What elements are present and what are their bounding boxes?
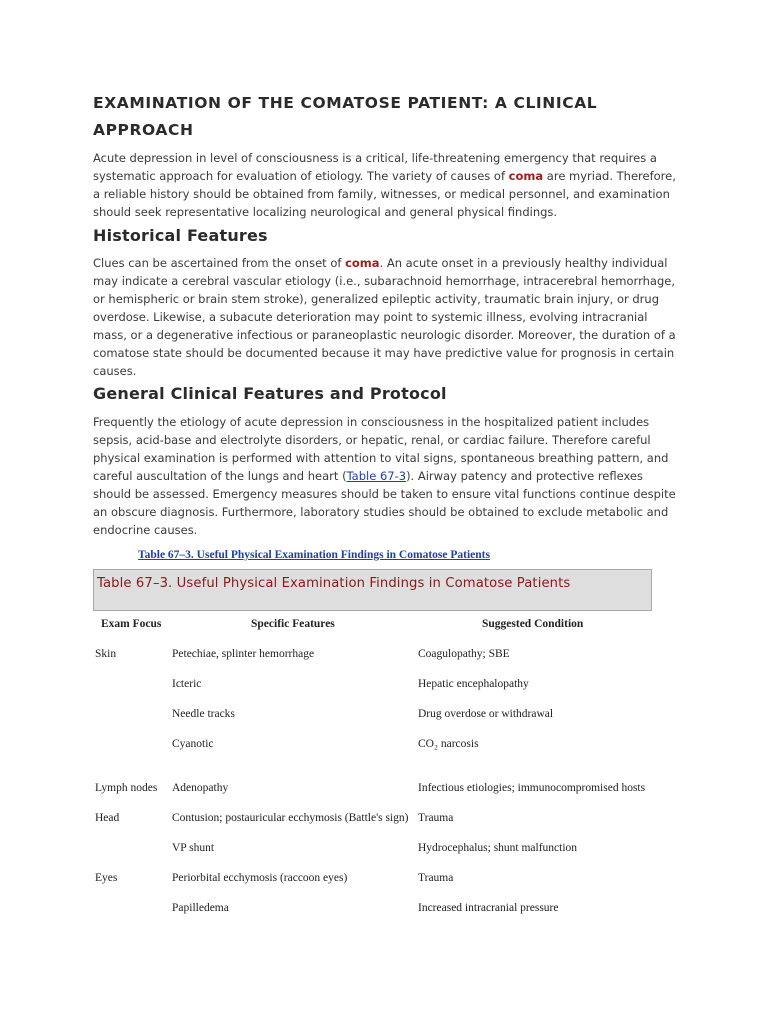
table-cell-condition: Hydrocephalus; shunt malfunction [418,842,578,854]
historical-text-start: Clues can be ascertained from the onset of [93,256,346,270]
general-text-start: Frequently the etiology of acute depression in consciousness in the hospitalized patient includes sepsis, acid-base and electrolyte disorders, or hepatic, renal, or cardiac failure. Therefore careful physical examination is performed with attention to vital signs, spontaneous breathing pattern, and careful auscultation of the lungs and heart ( [93,415,669,483]
column-header-exam-focus: Exam Focus [101,618,162,630]
table-cell-feature: Icteric [172,678,202,690]
column-header-suggested-condition: Suggested Condition [482,618,584,630]
intro-paragraph [93,149,683,221]
table-cell-feature: Cyanotic [172,738,214,750]
table-cell-focus: Skin [95,648,117,660]
historical-features-heading: Historical Features [93,226,268,245]
historical-text-end: . An acute onset in a previously healthy individual may indicate a cerebral vascular etiology (i.e., subarachnoid hemorrhage, intracerebral hemorrhage, or hemispheric or brain stem stroke), generalized epileptic activity, traumatic brain injury, or drug overdose. Likewise, a subacute deterioration may point to systemic illness, evolving intracranial mass, or a degenerative infectious or paraneoplastic neurologic disorder. Moreover, the duration of a comatose state should be documented because it may have predictive value for prognosis in certain causes. [93,256,676,378]
intro-text-start: Acute depression in level of consciousness is a critical, life-threatening emergency that requires a systematic approach for evaluation of etiology. The variety of causes of [93,151,657,183]
table-cell-condition: Infectious etiologies; immunocompromised hosts [418,782,646,794]
table-cell-condition: CO₂ narcosis [418,738,479,750]
coma-keyword: coma [345,256,380,270]
page-title: EXAMINATION OF THE COMATOSE PATIENT: A CLINICAL APPROACH [93,94,598,139]
table-title: Table 67–3. Useful Physical Examination Findings in Comatose Patients [97,576,571,591]
general-paragraph [93,413,683,539]
column-header-specific-features: Specific Features [251,618,335,630]
table-cell-feature: Periorbital ecchymosis (raccoon eyes) [172,872,348,884]
coma-keyword: coma [508,169,544,183]
table-cell-feature: VP shunt [172,842,215,854]
table-cell-condition: Coagulopathy; SBE [418,648,510,660]
table-cell-condition: Trauma [418,872,454,884]
table-cell-feature: Needle tracks [172,708,235,720]
general-clinical-heading: General Clinical Features and Protocol [93,384,447,403]
table-cell-condition: Trauma [418,812,454,824]
table-cell-feature: Papilledema [172,902,229,914]
table-cell-condition: Increased intracranial pressure [418,902,559,914]
table-cell-condition: Drug overdose or withdrawal [418,708,554,720]
historical-paragraph [93,254,683,380]
table-cell-focus: Eyes [95,872,118,884]
general-text-end: ). Airway patency and protective reflexes should be assessed. Emergency measures should be taken to ensure vital functions continue despite an obscure diagnosis. Furthermore, laboratory studies should be obtained to exclude metabolic and endocrine causes. [93,469,676,537]
table-cell-focus: Lymph nodes [95,782,158,794]
table-cell-focus: Head [95,812,120,824]
intro-text-end: are myriad. Therefore, a reliable history should be obtained from family, witnesses, or medical personnel, and examination should seek representative localizing neurological and general physical findings. [93,169,676,219]
table-title-box [93,569,652,611]
table-cell-condition: Hepatic encephalopathy [418,678,529,690]
table-cell-feature: Petechiae, splinter hemorrhage [172,648,315,660]
table-67-3-link[interactable]: Table 67-3 [346,469,407,483]
table-caption-link[interactable]: Table 67–3. Useful Physical Examination Findings in Comatose Patients [138,549,490,561]
table-cell-feature: Contusion; postauricular ecchymosis (Battle's sign) [172,812,409,824]
table-cell-feature: Adenopathy [172,782,229,794]
